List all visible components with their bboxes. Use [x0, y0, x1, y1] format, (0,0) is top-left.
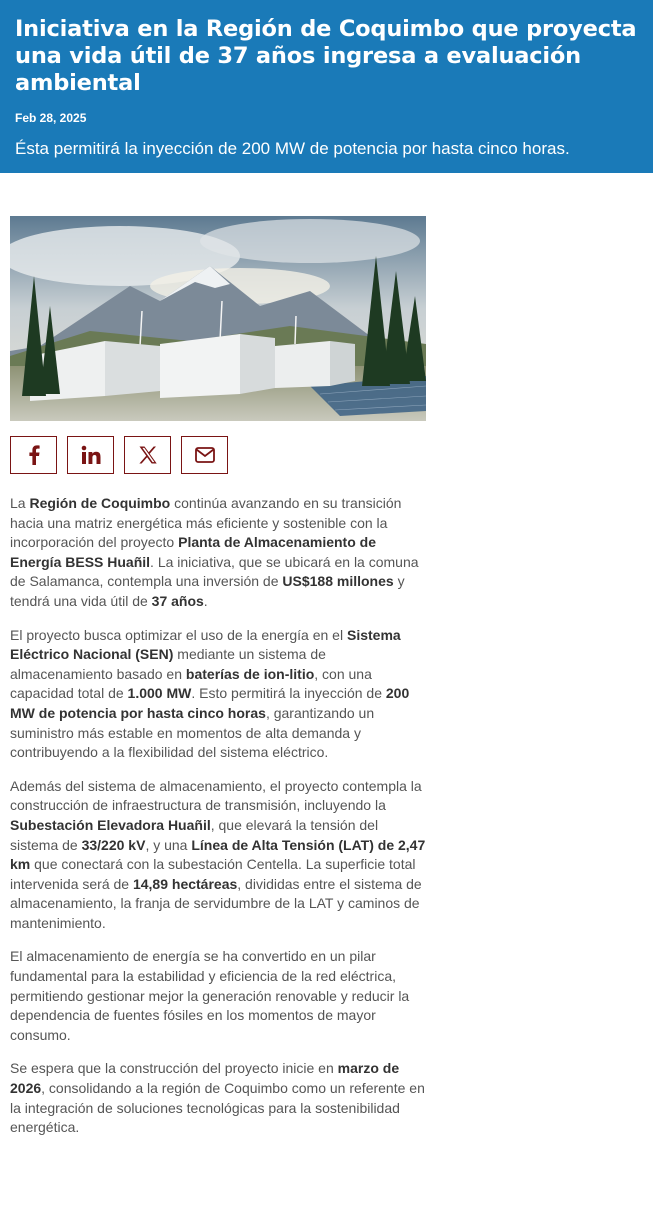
- body-text: . Esto permitirá la inyección de: [191, 685, 386, 702]
- emphasis-text: Subestación Elevadora Huañil: [10, 816, 211, 833]
- body-text: continúa avanzando en su transición hacia una matriz energética más eficiente y sostenible con la incorporación del proyecto: [10, 495, 402, 551]
- share-email-button[interactable]: [181, 436, 228, 474]
- x-icon: [138, 445, 158, 465]
- emphasis-text: 200 MW de potencia por hasta cinco horas: [10, 685, 410, 721]
- share-facebook-button[interactable]: [10, 436, 57, 474]
- body-text: .: [203, 592, 208, 609]
- body-text: que conectará con la subestación Centella. La superficie total intervenida será de: [10, 856, 416, 892]
- emphasis-text: 1.000 MW: [127, 685, 192, 702]
- emphasis-text: Planta de Almacenamiento de Energía BESS Huañil: [10, 534, 376, 570]
- emphasis-text: 14,89 hectáreas: [132, 875, 238, 892]
- body-text: , y una: [145, 836, 192, 853]
- body-text: Además del sistema de almacenamiento, el proyecto contempla la construcción de infraestructura de transmisión, incluyendo la: [10, 777, 422, 814]
- emphasis-text: US$188 millones: [282, 573, 394, 590]
- body-text: , que elevará la tensión del sistema de: [10, 816, 379, 853]
- emphasis-text: 33/220 kV: [81, 836, 146, 853]
- hero-image: [10, 216, 426, 421]
- publish-date: Feb 28, 2025: [15, 111, 87, 125]
- article-title: Iniciativa en la Región de Coquimbo que proyecta una vida útil de 37 años ingresa a evaluación ambiental: [15, 16, 637, 96]
- emphasis-text: Línea de Alta Tensión (LAT) de 2,47 km: [10, 836, 426, 873]
- article-paragraph-1: [10, 494, 428, 612]
- battery-storage-landscape-image: [10, 216, 426, 421]
- article-body: [10, 494, 428, 1152]
- emphasis-text: Sistema Eléctrico Nacional (SEN): [10, 626, 401, 663]
- article-paragraph-4: [10, 947, 428, 1045]
- body-text: El proyecto busca optimizar el uso de la energía en el: [10, 626, 347, 643]
- body-text: , divididas entre el sistema de almacenamiento, la franja de servidumbre de la LAT y caminos de mantenimiento.: [10, 875, 422, 931]
- share-x-button[interactable]: [124, 436, 171, 474]
- share-linkedin-button[interactable]: [67, 436, 114, 474]
- body-text: mediante un sistema de almacenamiento basado en: [10, 646, 326, 682]
- article-paragraph-5: [10, 1059, 428, 1137]
- emphasis-text: Región de Coquimbo: [29, 495, 171, 511]
- article-paragraph-3: [10, 777, 428, 934]
- envelope-icon: [195, 447, 215, 463]
- body-text: Se espera que la construcción del proyecto inicie en: [10, 1060, 338, 1077]
- body-text: . La iniciativa, que se ubicará en la comuna de Salamanca, contempla una inversión de: [10, 553, 419, 590]
- article-header: [0, 0, 653, 173]
- emphasis-text: marzo de 2026: [10, 1060, 400, 1097]
- body-text: , con una capacidad total de: [10, 665, 372, 702]
- body-text: , garantizando un suministro más estable en momentos de alta demanda y contribuyendo a la flexibilidad del sistema eléctrico.: [10, 704, 375, 761]
- article-subtitle: Ésta permitirá la inyección de 200 MW de potencia por hasta cinco horas.: [15, 139, 570, 158]
- emphasis-text: 37 años: [151, 592, 204, 609]
- linkedin-icon: [81, 445, 101, 465]
- facebook-icon: [27, 445, 41, 465]
- body-text: , consolidando a la región de Coquimbo como un referente en la integración de soluciones tecnológicas para la sostenibilidad energética.: [10, 1080, 425, 1136]
- body-text: La: [10, 495, 30, 511]
- body-text: y tendrá una vida útil de: [10, 573, 405, 609]
- share-bar: [10, 436, 228, 474]
- article-paragraph-2: [10, 626, 428, 763]
- emphasis-text: baterías de ion-litio: [185, 665, 315, 682]
- body-text: El almacenamiento de energía se ha convertido en un pilar fundamental para la estabilidad y eficiencia de la red eléctrica, permitiendo gestionar mejor la generación renovable y reducir la dependencia de fuentes fósiles en los momentos de mayor consumo.: [10, 948, 410, 1043]
